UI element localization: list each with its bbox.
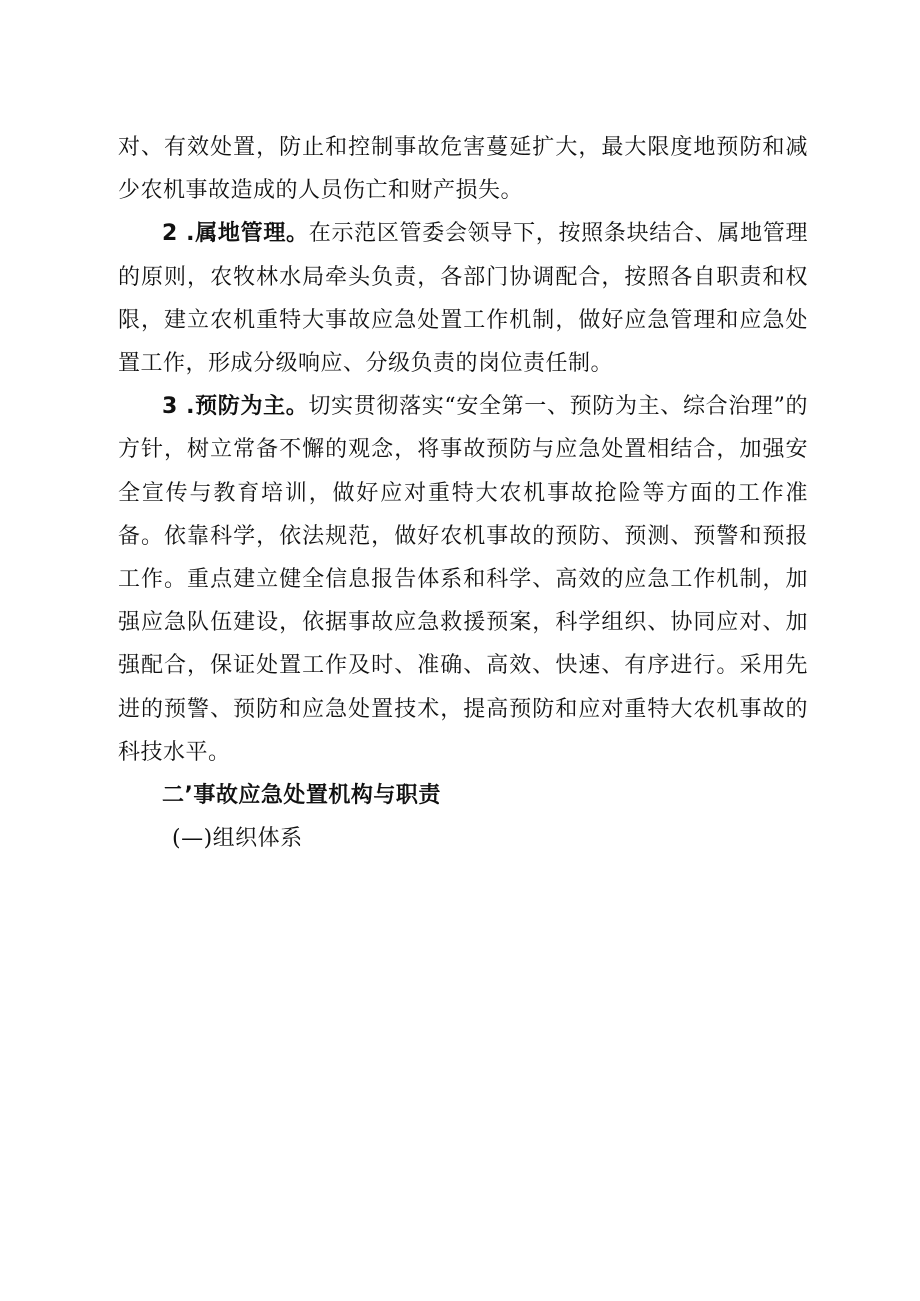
section-heading: 二’事故应急处置机构与职责	[162, 783, 441, 809]
paragraph-text: 切实贯彻落实“安全第一、预防为主、综合治理”的方针，树立常备不懈的观念，将事故预防与应急处置相结合，加强安全宣传与教育培训，做好应对重特大农机事故抢险等方面的工作准备。依靠科学，依法规范，做好农机事故的预防、预测、预警和预报工作。重点建立健全信息报告体系和科学、高效的应急工作机制，加强应急队伍建设，依据事故应急救援预案，科学组织、协同应对、加强配合，保证处置工作及时、准确、高效、快速、有序进行。采用先进的预警、预防和应急处置技术，提高预防和应对重特大农机事故的科技水平。	[118, 394, 808, 765]
paragraph-text: 对、有效处置，防止和控制事故危害蔓延扩大，最大限度地预防和减少农机事故造成的人员伤亡和财产损失。	[118, 135, 808, 204]
paragraph-continuation	[118, 126, 808, 212]
paragraph-lead: 3 .预防为主。	[162, 394, 309, 420]
subsection-heading: (—)组织体系	[172, 826, 303, 852]
paragraph-text: 在示范区管委会领导下，按照条块结合、属地管理的原则，农牧林水局牵头负责，各部门协调配合，按照各自职责和权限，建立农机重特大事故应急处置工作机制，做好应急管理和应急处置工作，形成分级响应、分级负责的岗位责任制。	[118, 221, 808, 377]
document-body	[118, 126, 808, 860]
paragraph-lead: 2 .属地管理。	[162, 221, 309, 247]
paragraph-prevention-first	[118, 385, 808, 774]
paragraph-local-management	[118, 212, 808, 385]
